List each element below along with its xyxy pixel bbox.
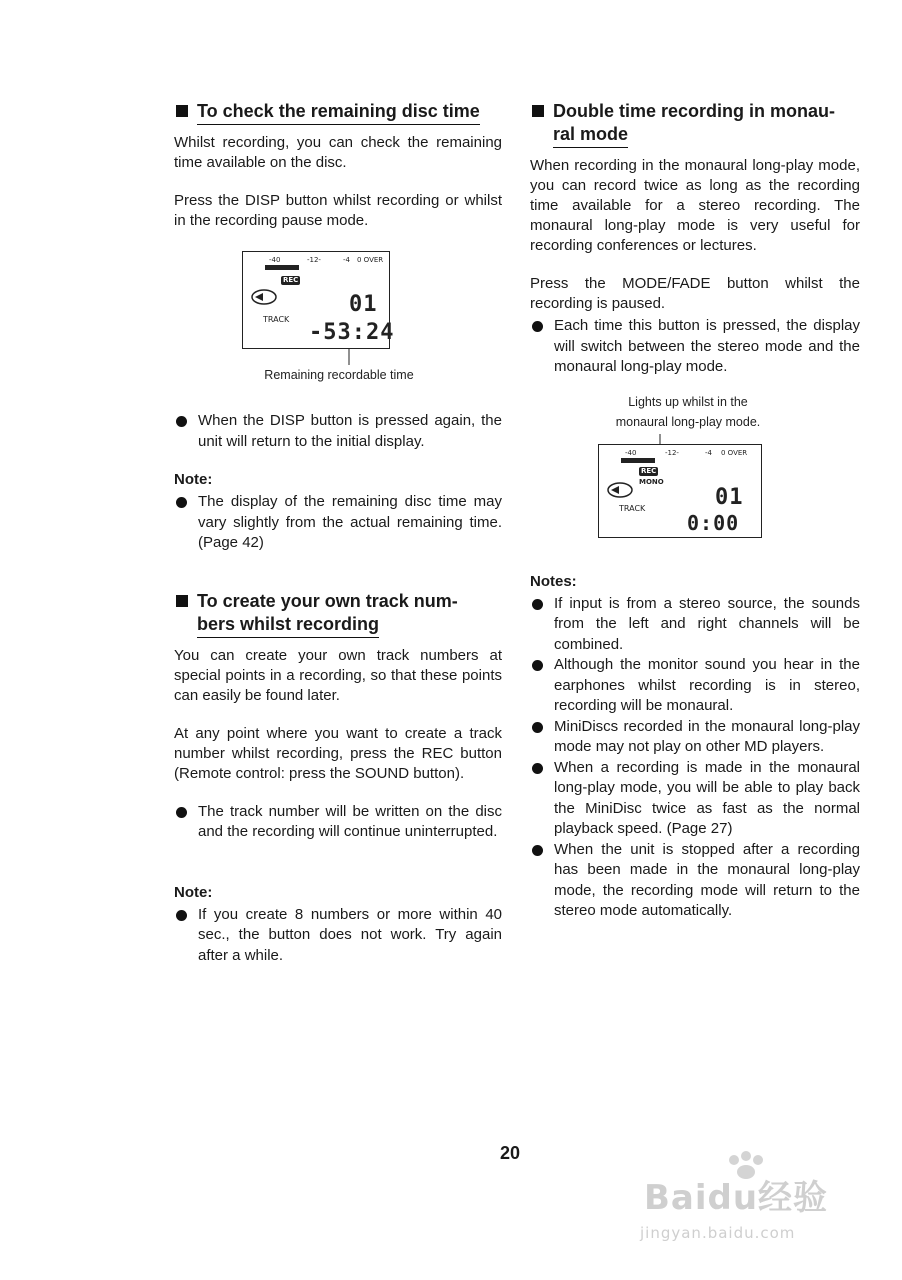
note-list [174, 905, 502, 967]
list-item: If you create 8 numbers or more within 40 sec., the button does not work. Try again after a while. [174, 905, 502, 967]
lcd-track-label: TRACK [619, 503, 646, 513]
section-double-time-recording [530, 100, 860, 922]
heading-text: To check the remaining disc time [197, 100, 480, 125]
page-number: 20 [500, 1143, 521, 1163]
lcd-display [598, 444, 762, 538]
heading-text: ral mode [553, 123, 628, 148]
mono-indicator: MONO [639, 477, 664, 486]
list-item: Although the monitor sound you hear in the earphones whilst recording is in stereo, recording will be monaural. [530, 655, 860, 717]
bullet-list [174, 411, 502, 452]
list-item: When the DISP button is pressed again, the unit will return to the initial display. [174, 411, 502, 452]
bullet-list [174, 802, 502, 843]
lcd-level: -4 [705, 448, 712, 457]
lcd-figure-mono [530, 392, 860, 562]
watermark [640, 1150, 860, 1270]
note-title: Note: [174, 471, 213, 488]
lcd-readout: -40 [625, 448, 637, 457]
list-item: The display of the remaining disc time may vary slightly from the actual remaining time. (Page 42) [174, 492, 502, 554]
note-list [174, 492, 502, 554]
lcd-over: 0 OVER [721, 448, 748, 457]
list-item: If input is from a stereo source, the sounds from the left and right channels will be combined. [530, 594, 860, 656]
notes-title: Notes: [530, 572, 577, 590]
paragraph: Press the DISP button whilst recording or whilst in the recording pause mode. [174, 192, 502, 229]
level-meter-bar [621, 458, 655, 463]
paragraph: When recording in the monaural long-play mode, you can record twice as long as the recording time available for a stereo recording. The monaural long-play mode is very useful for recording conferences or lectures. [530, 157, 860, 254]
section-create-track-numbers [174, 590, 502, 967]
lcd-time: -53:24 [309, 320, 395, 345]
heading-text: To create your own track num- [197, 590, 458, 611]
note-title: Note: [174, 883, 213, 901]
heading-text: Double time recording in monau- [553, 101, 836, 121]
watermark-url: jingyan.baidu.com [640, 1224, 796, 1242]
section-heading [174, 590, 502, 638]
square-bullet-icon [176, 105, 188, 117]
square-bullet-icon [532, 105, 544, 117]
left-column [174, 100, 502, 980]
lcd-time: 0:00 [687, 510, 740, 535]
lcd-readout: -40 [269, 256, 281, 264]
rec-indicator: REC [283, 276, 299, 284]
lcd-over: 0 OVER [357, 256, 384, 264]
section-heading [174, 100, 502, 125]
list-item: The track number will be written on the disc and the recording will continue uninterrupted. [174, 802, 502, 843]
list-item: When the unit is stopped after a recording has been made in the monaural long-play mode, the recording mode will return to the stereo mode automatically. [530, 840, 860, 922]
lcd-track-label: TRACK [263, 315, 290, 324]
paragraph: At any point where you want to create a track number whilst recording, press the REC button (Remote control: press the SOUND button). [174, 724, 502, 782]
lcd-level: -12- [665, 448, 679, 457]
section-heading [530, 100, 860, 148]
figure-note-line: Lights up whilst in the [628, 394, 748, 409]
watermark-text: Baidu经验 [644, 1178, 829, 1218]
lcd-figure-remaining [174, 249, 502, 389]
paragraph: You can create your own track numbers at special points in a recording, so that these points can easily be found later. [174, 646, 502, 704]
notes-list [530, 594, 860, 922]
heading-text: bers whilst recording [197, 613, 379, 638]
list-item: Each time this button is pressed, the display will switch between the stereo mode and the monaural long-play mode. [530, 316, 860, 378]
section-check-remaining-time [174, 100, 502, 554]
bullet-list [530, 316, 860, 378]
square-bullet-icon [176, 595, 188, 607]
list-item: MiniDiscs recorded in the monaural long-play mode may not play on other MD players. [530, 717, 860, 758]
lcd-track-number: 01 [715, 484, 744, 510]
lcd-track-number: 01 [349, 292, 378, 317]
disc-icon [605, 479, 635, 501]
paragraph: Press the MODE/FADE button whilst the recording is paused. [530, 275, 860, 312]
paragraph: Whilst recording, you can check the remaining time available on the disc. [174, 134, 502, 171]
right-column [530, 100, 860, 936]
lcd-level: -4 [343, 256, 350, 264]
figure-caption: Remaining recordable time [264, 368, 414, 382]
rec-indicator: REC [641, 466, 657, 475]
figure-note-line: monaural long-play mode. [615, 414, 761, 429]
lcd-level: -12- [307, 256, 321, 264]
list-item: When a recording is made in the monaural long-play mode, you will be able to play back the MiniDisc twice as fast as the normal playback speed. (Page 27) [530, 758, 860, 840]
